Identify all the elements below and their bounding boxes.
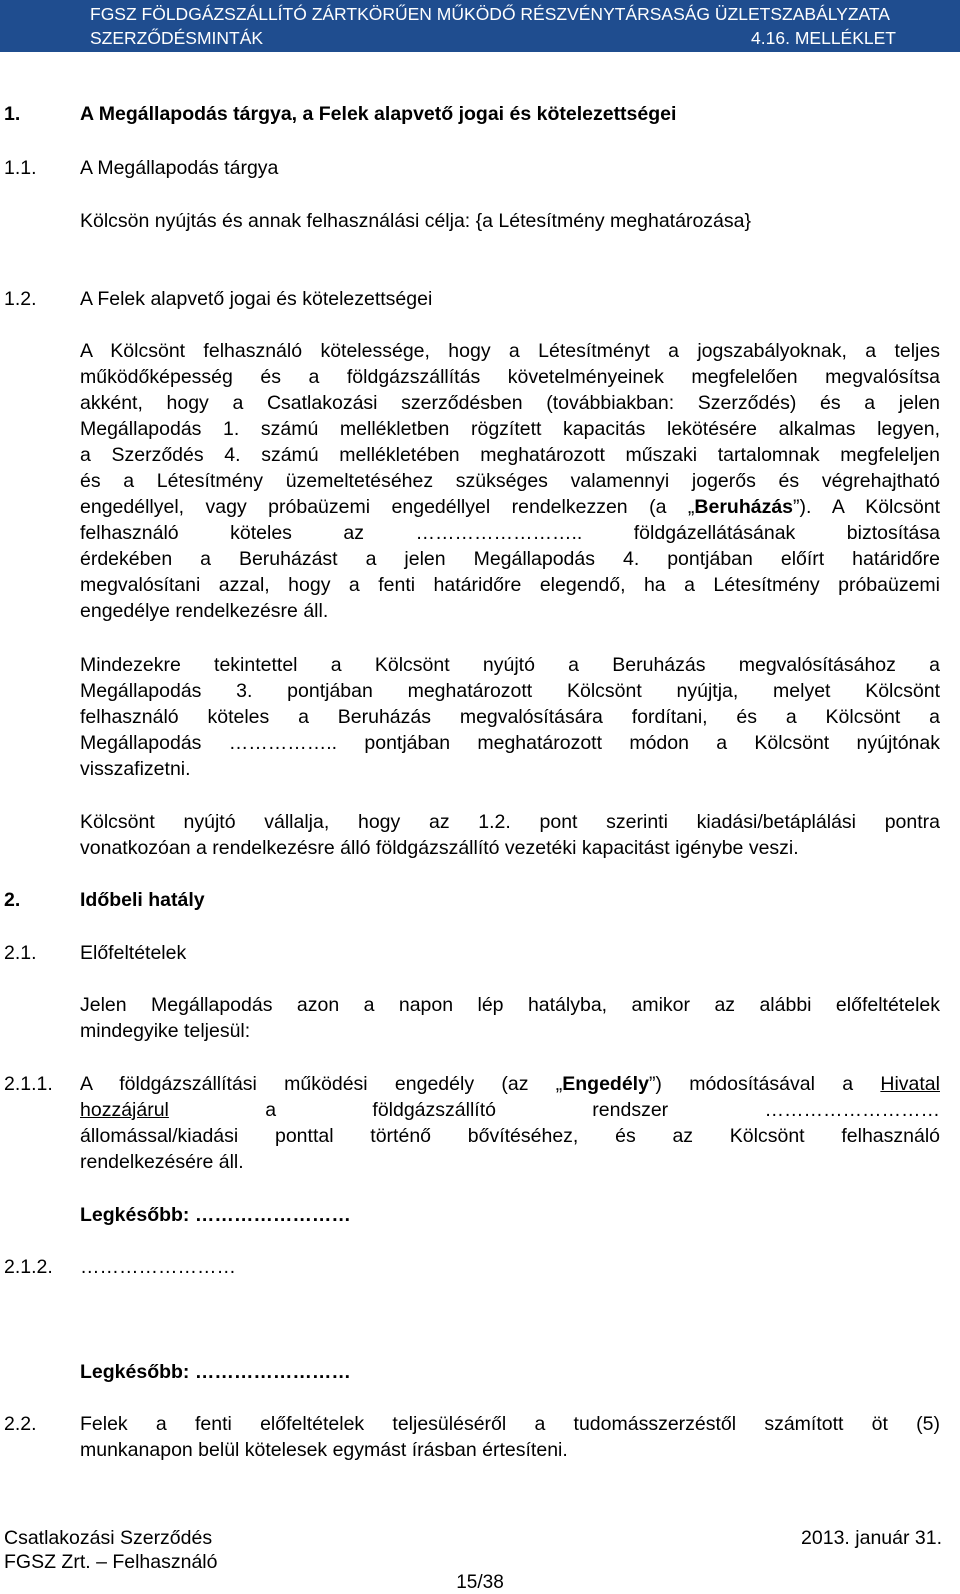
section-2-1-2-number: 2.1.2. [4,1256,53,1278]
section-1-1-title: A Megállapodás tárgya [80,157,279,179]
deadline-label: Legkésőbb: [80,1361,190,1383]
section-2-number: 2. [4,889,21,911]
deadline-2-1-2 [80,1359,351,1385]
paragraph-line-beruhazas [80,494,940,520]
paragraph-line: vonatkozóan a rendelkezésre álló földgázszállító vezetéki kapacitást igénybe veszi. [80,837,799,859]
section-2-1-1-number: 2.1.1. [4,1073,53,1095]
line-text: A földgázszállítási működési engedély (az „ [80,1073,563,1095]
footer-parties: FGSZ Zrt. – Felhasználó [4,1551,218,1573]
section-2-1-2-text: …………………… [80,1256,236,1278]
deadline-2-1-1 [80,1202,351,1228]
paragraph-line: A Kölcsönt felhasználó kötelessége, hogy a Létesítményt a jogszabályoknak, a teljes [80,340,940,362]
paragraph-line: akként, hogy a Csatlakozási szerződésben (továbbiakban: Szerződés) és a jelen [80,392,940,414]
paragraph-line: Felek a fenti előfeltételek teljesüléséről a tudomásszerzéstől számított öt (5) [80,1413,940,1435]
paragraph-line: munkanapon belül kötelesek egymást írásban értesíteni. [80,1439,568,1461]
section-2-2-number: 2.2. [4,1413,37,1435]
deadline-label: Legkésőbb: [80,1204,190,1226]
defined-term-engedely: Engedély [562,1073,649,1095]
footer-date: 2013. január 31. [801,1527,942,1549]
hivatal-underlined: Hivatal [880,1073,940,1095]
line-text: ”) módosításával a [648,1073,881,1095]
paragraph-line: Megállapodás 3. pontjában meghatározott Kölcsönt nyújtja, melyet Kölcsönt [80,680,940,702]
paragraph-line: érdekében a Beruházást a jelen Megállapodás 4. pontjában előírt határidőre [80,548,940,570]
section-2-1-number: 2.1. [4,942,37,964]
line-text: engedéllyel, vagy próbaüzemi engedéllyel rendelkezzen (a „ [80,496,695,518]
paragraph-line: a Szerződés 4. számú mellékletében meghatározott műszaki tartalomnak megfeleljen [80,444,940,466]
paragraph-line [80,1071,940,1097]
paragraph-line: mindegyike teljesül: [80,1020,251,1042]
section-1-number: 1. [4,103,21,125]
header-section-label: SZERZŐDÉSMINTÁK [90,28,264,48]
page-header [0,0,960,52]
section-2-title: Időbeli hatály [80,889,205,911]
section-2-2-paragraph [80,1411,940,1463]
paragraph-line: Megállapodás 1. számú mellékletben rögzített kapacitás lekötésére alkalmas legyen, [80,418,940,440]
section-1-1-number: 1.1. [4,157,37,179]
paragraph-line: és a Létesítmény üzemeltetéséhez szükséges valamennyi jogerős és végrehajtható [80,470,940,492]
paragraph-line: állomással/kiadási ponttal történő bővítéséhez, és az Kölcsönt felhasználó [80,1125,940,1147]
line-text: a földgázszállító rendszer ……………………… [168,1099,940,1121]
paragraph-line: engedélye rendelkezésre áll. [80,600,329,622]
deadline-value: …………………… [189,1204,351,1226]
paragraph-line [80,1097,940,1123]
section-1-2-title: A Felek alapvető jogai és kötelezettségei [80,288,433,310]
section-2-1-1-paragraph [80,1071,940,1175]
paragraph-line: Mindezekre tekintettel a Kölcsönt nyújtó a Beruházás megvalósításához a [80,654,940,676]
section-2-1-paragraph [80,992,940,1044]
footer-row [4,1526,942,1550]
defined-term-beruhazas: Beruházás [694,496,794,518]
deadline-value: …………………… [189,1361,351,1383]
section-1-title: A Megállapodás tárgya, a Felek alapvető jogai és kötelezettségei [80,103,677,125]
paragraph-line: Kölcsönt nyújtó vállalja, hogy az 1.2. pont szerinti kiadási/betáplálási pontra [80,811,940,833]
footer-row [4,1550,942,1574]
section-1-2-paragraph-1 [80,338,940,624]
header-annex-label: 4.16. MELLÉKLET [751,28,896,48]
line-text: ”). A Kölcsönt [793,496,940,518]
paragraph-line: felhasználó köteles az …………………….. földgázellátásának biztosítása [80,522,940,544]
paragraph-line: felhasználó köteles a Beruházás megvalósítására fordítani, és a Kölcsönt a [80,706,940,728]
paragraph-line: működőképesség és a földgázszállítás követelményeinek megfelelően megvalósítsa [80,366,940,388]
paragraph-line: Megállapodás …………….. pontjában meghatározott módon a Kölcsönt nyújtónak [80,732,940,754]
header-subline [90,26,896,51]
header-company-title: FGSZ FÖLDGÁZSZÁLLÍTÓ ZÁRTKÖRŰEN MŰKÖDŐ RÉSZVÉNYTÁRSASÁG ÜZLETSZABÁLYZATA [90,4,890,24]
paragraph-line: rendelkezésére áll. [80,1151,244,1173]
section-2-1-title: Előfeltételek [80,942,187,964]
section-1-2-paragraph-2 [80,652,940,782]
footer-contract-name: Csatlakozási Szerződés [4,1527,213,1549]
page-number: 15/38 [456,1572,504,1593]
section-1-1-text: Kölcsön nyújtás és annak felhasználási célja: {a Létesítmény meghatározása} [80,210,751,232]
section-1-2-paragraph-3 [80,809,940,861]
hozzajarul-underlined: hozzájárul [80,1099,169,1121]
paragraph-line: Jelen Megállapodás azon a napon lép hatályba, amikor az alábbi előfeltételek [80,994,940,1016]
page-footer [4,1526,942,1574]
section-1-2-number: 1.2. [4,288,37,310]
paragraph-line: megvalósítani azzal, hogy a fenti határidőre elegendő, ha a Létesítmény próbaüzemi [80,574,940,596]
paragraph-line: visszafizetni. [80,758,191,780]
